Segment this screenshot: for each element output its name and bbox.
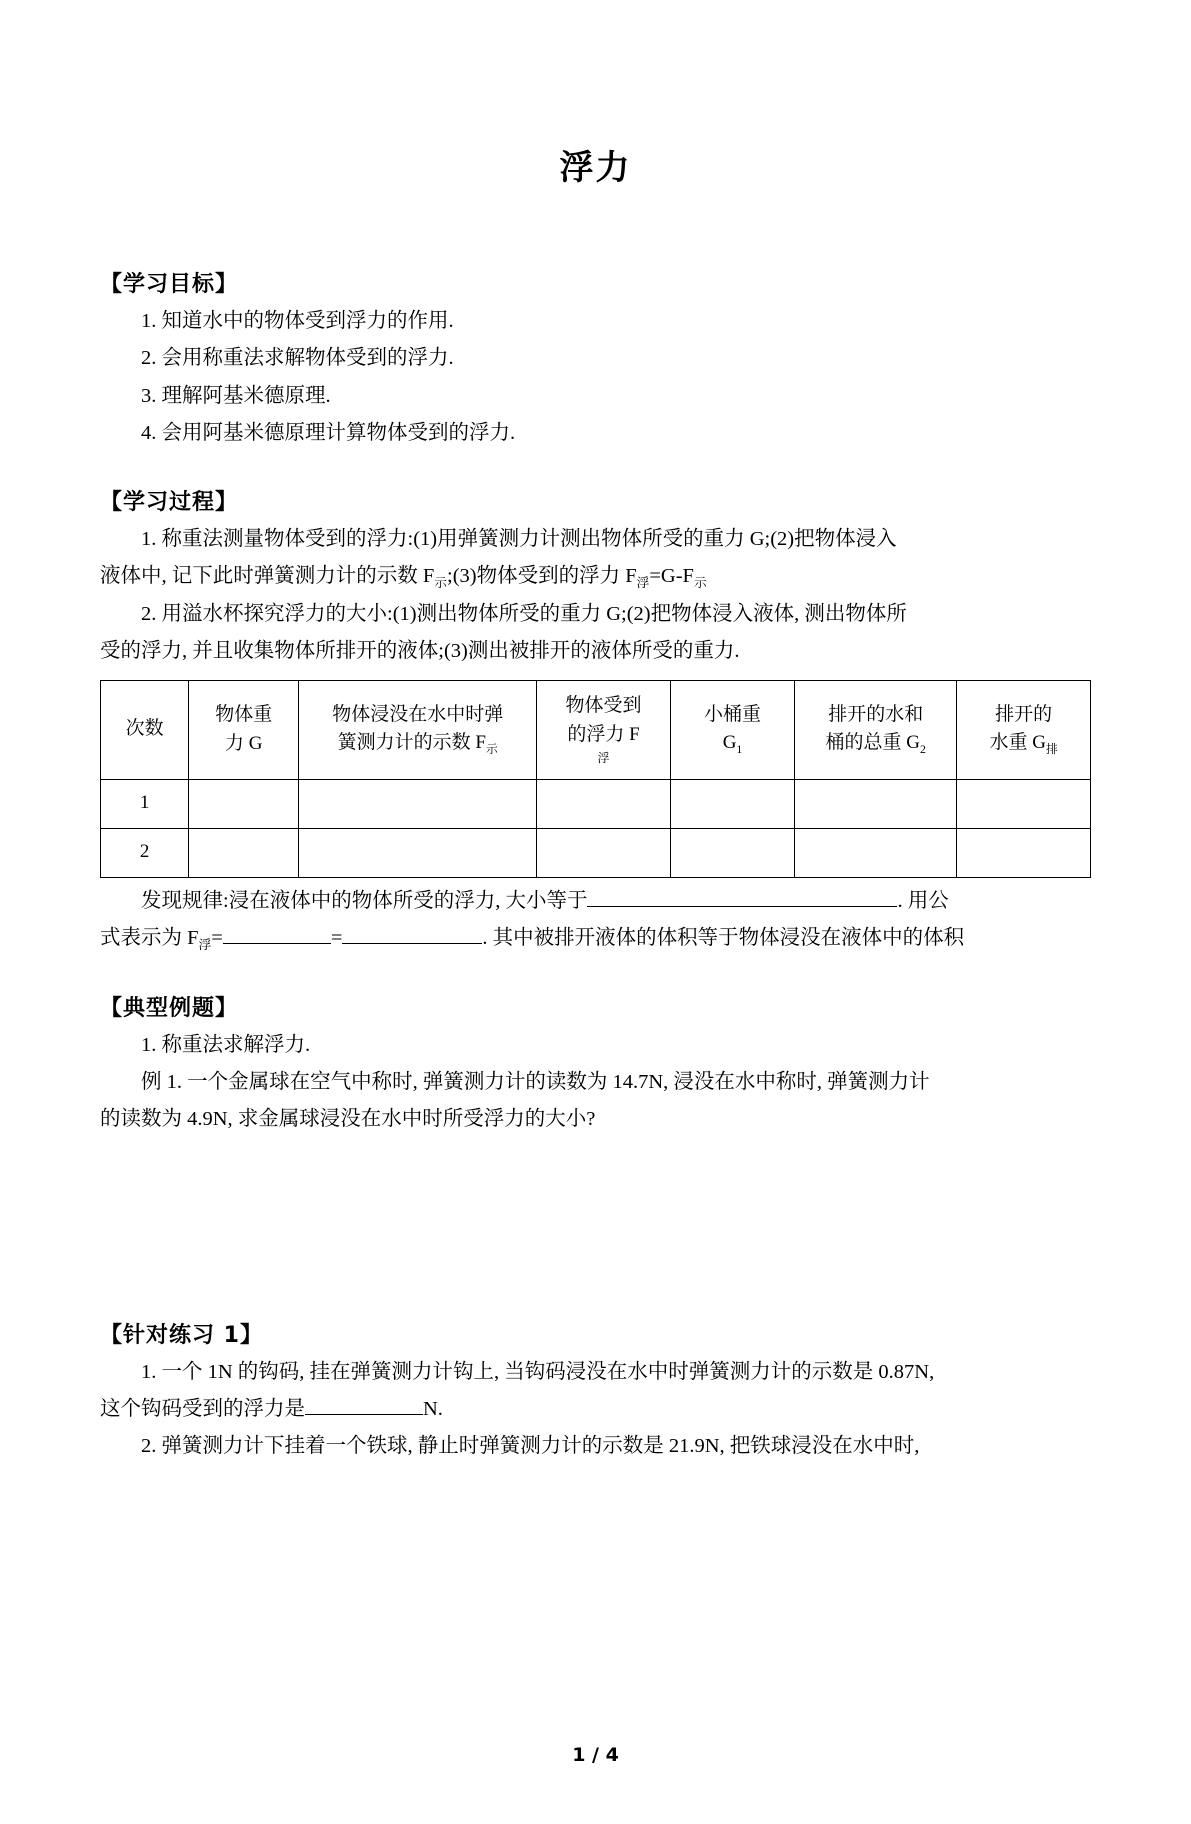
conclusion-line2 — [100, 921, 1091, 957]
header-total-sub: 2 — [919, 743, 926, 756]
table-cell-scale-reading[interactable] — [299, 779, 537, 828]
table-header-weight — [189, 680, 299, 779]
conclusion-text-pre: 发现规律:浸在液体中的物体所受的浮力, 大小等于 — [141, 889, 588, 912]
header-buoyancy-line3: 浮 — [597, 751, 610, 766]
document-page — [0, 140, 1191, 1824]
table-cell-scale-reading[interactable] — [299, 828, 537, 877]
header-scale-line2 — [304, 729, 531, 758]
table-cell-count: 2 — [101, 828, 189, 877]
header-bucket-sub: 1 — [736, 743, 743, 756]
header-total-g: 桶的总重 G — [825, 732, 920, 754]
formula-sub-fu: 浮 — [198, 938, 212, 953]
page-title: 浮力 — [559, 148, 632, 188]
sub-shi-2: 示 — [693, 576, 707, 591]
experiment-data-table — [100, 680, 1091, 878]
table-cell-total-weight[interactable] — [795, 828, 957, 877]
section-heading-practice: 【针对练习 1】 — [100, 1322, 263, 1348]
process-text-b: ;(3)物体受到的浮力 F — [447, 565, 637, 588]
practice-item-1-line1: 1. 一个 1N 的钩码, 挂在弹簧测力计钩上, 当钩码浸没在水中时弹簧测力计的示数是 0.87N, — [141, 1360, 935, 1383]
objective-item-2: 2. 会用称重法求解物体受到的浮力. — [141, 347, 454, 370]
practice-item-1-line2 — [100, 1392, 1091, 1427]
example-item-1-line1: 例 1. 一个金属球在空气中称时, 弹簧测力计的读数为 14.7N, 浸没在水中称时, 弹簧测力计 — [141, 1071, 930, 1094]
table-cell-bucket-weight[interactable] — [670, 828, 794, 877]
table-header-count: 次数 — [101, 680, 189, 779]
header-displaced-line1: 排开的 — [995, 703, 1053, 725]
practice-text-pre: 这个钩码受到的浮力是 — [100, 1397, 305, 1420]
sub-shi-1: 示 — [434, 576, 447, 591]
header-scale-line1: 物体浸没在水中时弹 — [332, 703, 504, 725]
conclusion-text-post: . 用公 — [897, 889, 949, 912]
header-scale-line2-text: 簧测力计的示数 F — [337, 732, 486, 754]
table-header-scale-reading — [299, 680, 537, 779]
process-item-2-line2: 受的浮力, 并且收集物体所排开的液体;(3)测出被排开的液体所受的重力. — [100, 640, 740, 663]
objective-item-4: 4. 会用阿基米德原理计算物体受到的浮力. — [141, 421, 516, 444]
practice-text-post: N. — [423, 1397, 443, 1420]
table-row — [101, 828, 1091, 877]
objective-item-1: 1. 知道水中的物体受到浮力的作用. — [141, 310, 454, 332]
table-cell-total-weight[interactable] — [795, 779, 957, 828]
example-item-1-line2: 的读数为 4.9N, 求金属球浸没在水中时所受浮力的大小? — [100, 1108, 596, 1131]
formula-text-pre: 式表示为 F — [100, 926, 199, 949]
page-footer: 1 / 4 — [572, 1744, 619, 1766]
conclusion-line1 — [100, 884, 1091, 919]
process-text-c: =G-F — [649, 565, 694, 588]
table-header-bucket-weight — [670, 680, 794, 779]
table-cell-displaced-water[interactable] — [957, 828, 1091, 877]
header-bucket-g: G — [722, 732, 737, 754]
header-weight-line1: 物体重 — [215, 704, 273, 726]
conclusion-blank-3[interactable] — [342, 922, 482, 944]
table-cell-buoyancy[interactable] — [537, 779, 671, 828]
objective-item-3: 3. 理解阿基米德原理. — [141, 384, 331, 407]
table-header-total-weight — [795, 680, 957, 779]
process-item-1-line1: 1. 称重法测量物体受到的浮力:(1)用弹簧测力计测出物体所受的重力 G;(2)把物体浸入 — [141, 528, 897, 550]
header-bucket-line1: 小桶重 — [704, 703, 762, 725]
table-cell-weight[interactable] — [189, 779, 299, 828]
header-total-line2 — [800, 729, 951, 758]
table-row — [101, 779, 1091, 828]
process-item-2-line1: 2. 用溢水杯探究浮力的大小:(1)测出物体所受的重力 G;(2)把物体浸入液体, 测出物体所 — [141, 603, 907, 626]
table-header-row — [101, 680, 1091, 779]
example-item-0: 1. 称重法求解浮力. — [141, 1033, 311, 1056]
header-buoyancy-line2: 的浮力 F — [567, 723, 640, 745]
section-heading-process: 【学习过程】 — [100, 490, 239, 515]
process-text-a: 液体中, 记下此时弹簧测力计的示数 F — [100, 565, 435, 588]
conclusion-blank-2[interactable] — [223, 922, 331, 944]
table-header-buoyancy — [537, 680, 671, 779]
table-cell-displaced-water[interactable] — [957, 779, 1091, 828]
process-item-1-line2 — [100, 559, 1091, 595]
header-displaced-g: 水重 G — [989, 732, 1046, 754]
header-displaced-sub: 排 — [1045, 743, 1058, 756]
section-heading-examples: 【典型例题】 — [100, 995, 239, 1021]
formula-eq-1: = — [211, 926, 223, 949]
answer-space[interactable] — [100, 1140, 1091, 1260]
table-cell-buoyancy[interactable] — [537, 828, 671, 877]
table-cell-count: 1 — [101, 779, 189, 828]
table-cell-weight[interactable] — [189, 828, 299, 877]
practice-blank-1[interactable] — [305, 1393, 423, 1415]
table-cell-bucket-weight[interactable] — [670, 779, 794, 828]
sub-fu-1: 浮 — [636, 576, 650, 591]
header-buoyancy-line1: 物体受到 — [565, 695, 642, 717]
header-scale-sub: 示 — [485, 743, 498, 756]
conclusion-blank-1[interactable] — [587, 885, 897, 907]
formula-eq-2: = — [330, 926, 343, 949]
header-displaced-line2 — [962, 729, 1085, 758]
practice-item-2: 2. 弹簧测力计下挂着一个铁球, 静止时弹簧测力计的示数是 21.9N, 把铁球浸没在水中时, — [141, 1435, 920, 1458]
table-header-displaced-water — [957, 680, 1091, 779]
header-bucket-line2 — [676, 729, 789, 758]
header-weight-line2: 力 G — [224, 732, 263, 754]
formula-text-post: . 其中被排开液体的体积等于物体浸没在液体中的体积 — [482, 926, 965, 949]
section-heading-objectives: 【学习目标】 — [100, 272, 239, 297]
header-total-line1: 排开的水和 — [828, 703, 924, 725]
